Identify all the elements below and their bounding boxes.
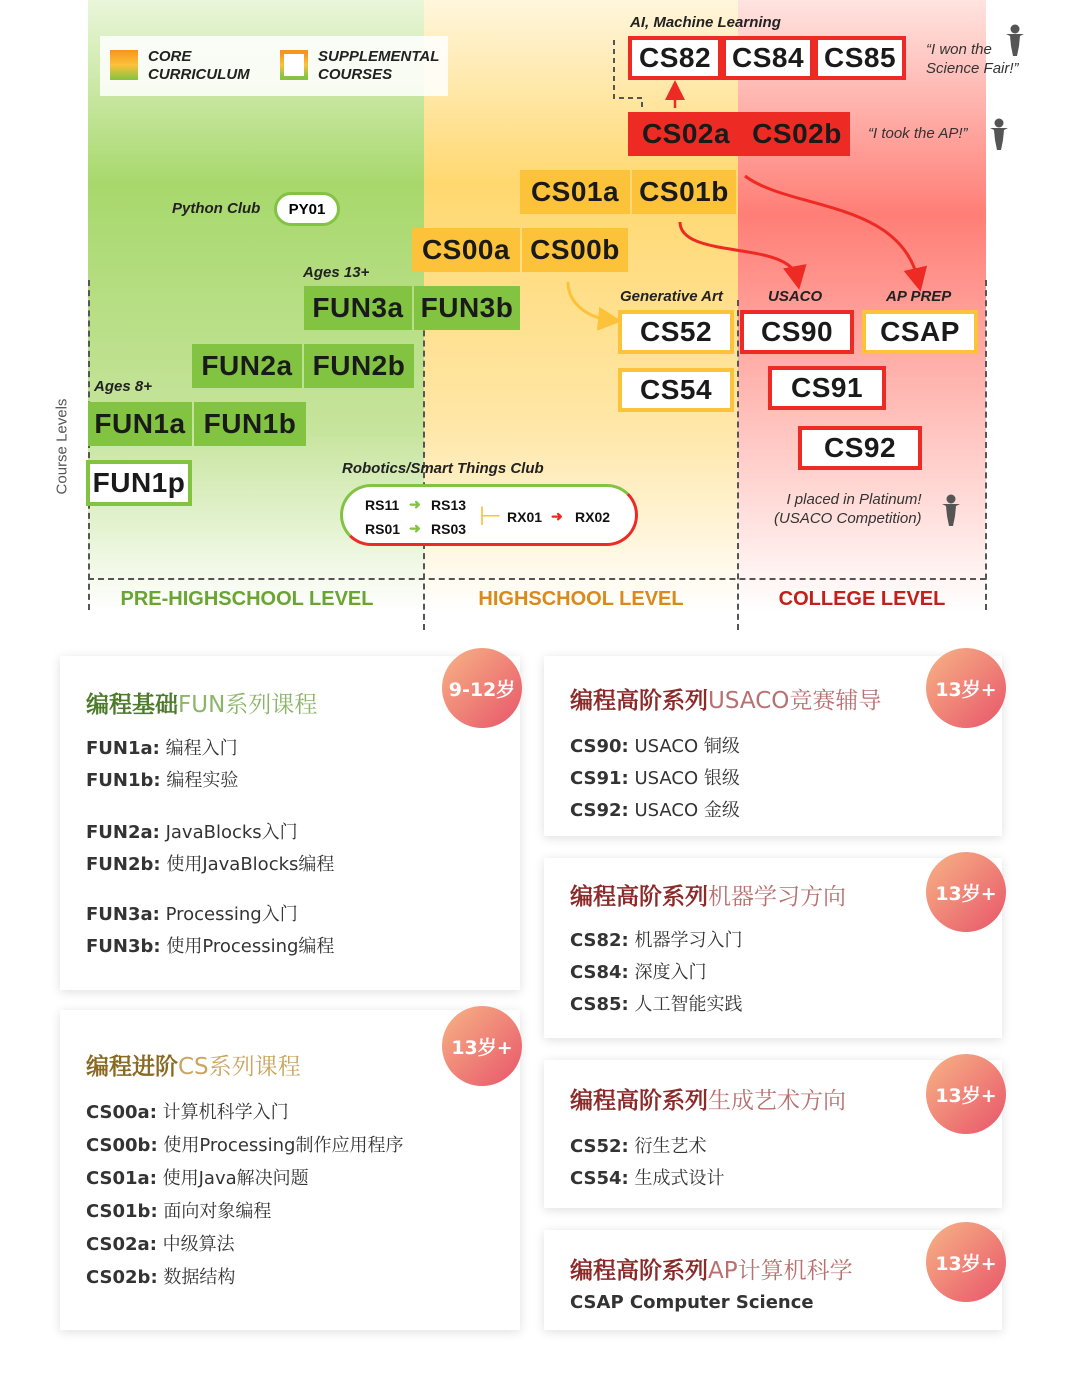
age-badge: 13岁+ [926,1222,1006,1302]
card-line [86,932,334,958]
card-title-bold: 编程高阶系列 [570,688,708,714]
course-desc: 机器学习入门 [628,930,743,951]
course-desc: 人工智能实践 [628,994,743,1015]
course-rx02[interactable]: RX02 [575,509,611,525]
card-title [570,878,846,911]
course-desc: USACO 铜级 [628,736,740,757]
card-line [86,900,298,926]
course-cs85[interactable]: CS85 [814,36,906,80]
course-code: CS02b: [86,1267,158,1288]
arrow-icon: ➜ [409,520,421,536]
card-line [570,990,743,1016]
course-desc: 深度入门 [628,962,707,983]
course-fun1a[interactable]: FUN1a [88,402,192,446]
course-code: FUN3a: [86,904,160,925]
highschool-level-label: HIGHSCHOOL LEVEL [478,588,684,610]
card-line [86,766,238,792]
course-desc: 面向对象编程 [157,1201,272,1222]
supplemental-label: SUPPLEMENTAL COURSES [318,48,440,83]
course-cs84[interactable]: CS84 [722,36,814,80]
person-icon [1004,24,1026,56]
arrow-to-cs90 [680,222,797,278]
card-title [86,686,317,719]
course-desc: Processing入门 [159,904,298,925]
card-line [570,1132,707,1158]
course-cs01b[interactable]: CS01b [632,170,736,214]
pre-highschool-level-label: PRE-HIGHSCHOOL LEVEL [120,588,374,610]
course-cs00a[interactable]: CS00a [412,228,520,272]
card-title-rest: 生成艺术方向 [708,1088,846,1114]
arrow-to-cs52 [568,282,610,320]
card-line [86,734,238,760]
course-desc: JavaBlocks入门 [159,822,298,843]
card-line [86,818,298,844]
robotics-label: Robotics/Smart Things Club [342,460,544,477]
course-cs90[interactable]: CS90 [740,310,854,354]
card-title-bold: 编程基础 [86,692,178,718]
course-cs82[interactable]: CS82 [628,36,722,80]
course-csap[interactable]: CSAP [862,310,978,354]
card-line [86,1131,403,1157]
course-fun1p[interactable]: FUN1p [86,460,192,506]
course-desc: 使用Processing制作应用程序 [157,1135,404,1156]
card-line [570,732,740,758]
course-desc: 生成式设计 [628,1168,725,1189]
robotics-club [340,484,638,546]
card-title-rest: FUN系列课程 [178,692,318,718]
course-code: FUN2a: [86,822,160,843]
course-desc: USACO 金级 [628,800,740,821]
card-title-bold: 编程高阶系列 [570,1088,708,1114]
age-badge: 13岁+ [926,1054,1006,1134]
ages13-label: Ages 13+ [303,264,370,281]
course-code: FUN3b: [86,936,161,957]
age-badge: 13岁+ [926,648,1006,728]
age-badge: 13岁+ [926,852,1006,932]
course-cs91[interactable]: CS91 [768,366,886,410]
card-title [570,1082,846,1115]
course-fun1b[interactable]: FUN1b [194,402,306,446]
card-line [86,1230,235,1256]
person-icon [940,494,962,526]
python-club-label: Python Club [172,200,261,217]
bracket-icon: ⊢ [479,501,502,531]
card-title-rest: 机器学习方向 [708,884,846,910]
generative-art-label: Generative Art [620,288,723,305]
course-rs13[interactable]: RS13 [431,497,467,513]
course-fun2b[interactable]: FUN2b [304,344,414,388]
course-desc: 编程实验 [160,770,239,791]
card-line [570,926,743,952]
course-code: CS00b: [86,1135,158,1156]
card-line [86,1197,271,1223]
card-line [570,764,740,790]
age-badge: 9-12岁 [442,648,522,728]
course-code: CS00a: [86,1102,157,1123]
arrow-icon: ➜ [551,508,563,524]
course-code: CS54: [570,1168,629,1189]
course-code: CS02a: [86,1234,157,1255]
course-code: CS01a: [86,1168,157,1189]
course-desc: 计算机科学入门 [156,1102,289,1123]
course-fun3a[interactable]: FUN3a [304,286,412,330]
card-line [86,1098,289,1124]
card-title [570,682,881,715]
age-badge: 13岁+ [442,1006,522,1086]
quote-line: Science Fair!” [926,60,1019,77]
course-rs11[interactable]: RS11 [365,497,400,513]
card-title-rest: AP计算机科学 [708,1258,853,1284]
course-code: CS85: [570,994,629,1015]
card-line [570,796,740,822]
quote-line: (USACO Competition) [774,510,922,527]
arrow-to-csap [745,176,918,280]
course-desc: USACO 银级 [628,768,740,789]
course-code: CS92: [570,800,629,821]
course-fun3b[interactable]: FUN3b [414,286,520,330]
course-code: CS90: [570,736,629,757]
course-code: CS01b: [86,1201,158,1222]
card-line [86,1263,235,1289]
core-label: CORE CURRICULUM [148,48,250,83]
course-py01[interactable]: PY01 [274,192,340,226]
card-title-bold: 编程高阶系列 [570,884,708,910]
card-line [570,1164,725,1190]
card-title [570,1252,853,1285]
usaco-label: USACO [768,288,823,305]
card-line [86,850,334,876]
card-title-rest: CS系列课程 [178,1054,301,1080]
course-rs01[interactable]: RS01 [365,521,401,537]
card-line [570,1292,814,1313]
course-cs02a[interactable]: CS02a [628,112,744,156]
course-code: CS91: [570,768,629,789]
course-rx01[interactable]: RX01 [507,509,543,525]
course-desc: 使用Processing编程 [160,936,335,957]
course-code: FUN2b: [86,854,161,875]
course-desc: 数据结构 [157,1267,236,1288]
course-desc: 衍生艺术 [628,1136,707,1157]
course-desc: 编程入门 [159,738,238,759]
card-line [570,958,707,984]
card-title [86,1048,301,1081]
course-cs01a[interactable]: CS01a [520,170,630,214]
course-fun2a[interactable]: FUN2a [192,344,302,388]
course-code: FUN1a: [86,738,160,759]
card-title-bold: 编程进阶 [86,1054,178,1080]
card-title-bold: 编程高阶系列 [570,1258,708,1284]
quote-line: “I won the [926,41,992,58]
course-levels-axis-label: Course Levels [53,398,71,495]
course-cs52[interactable]: CS52 [618,310,734,354]
person-icon [988,118,1010,150]
course-code: FUN1b: [86,770,161,791]
arrow-icon: ➜ [409,496,421,512]
course-cs02b[interactable]: CS02b [744,112,850,156]
course-rs03[interactable]: RS03 [431,521,467,537]
platinum-quote [774,490,922,528]
ap-quote: “I took the AP!” [868,125,968,142]
course-desc: 中级算法 [156,1234,235,1255]
course-code: CS82: [570,930,629,951]
ages8-label: Ages 8+ [94,378,152,395]
card-line [86,1164,309,1190]
course-cs92[interactable]: CS92 [798,426,922,470]
course-cs54[interactable]: CS54 [618,368,734,412]
course-cs00b[interactable]: CS00b [522,228,628,272]
college-level-label: COLLEGE LEVEL [778,588,946,610]
course-desc: 使用JavaBlocks编程 [160,854,335,875]
course-code: CS52: [570,1136,629,1157]
card-title-rest: USACO竞赛辅导 [708,688,882,714]
course-code: CS84: [570,962,629,983]
course-desc: 使用Java解决问题 [156,1168,309,1189]
ap-prep-label: AP PREP [886,288,952,305]
ai-label: AI, Machine Learning [630,14,781,31]
course-code: CSAP Computer Science [570,1292,814,1313]
quote-line: I placed in Platinum! [786,491,922,508]
